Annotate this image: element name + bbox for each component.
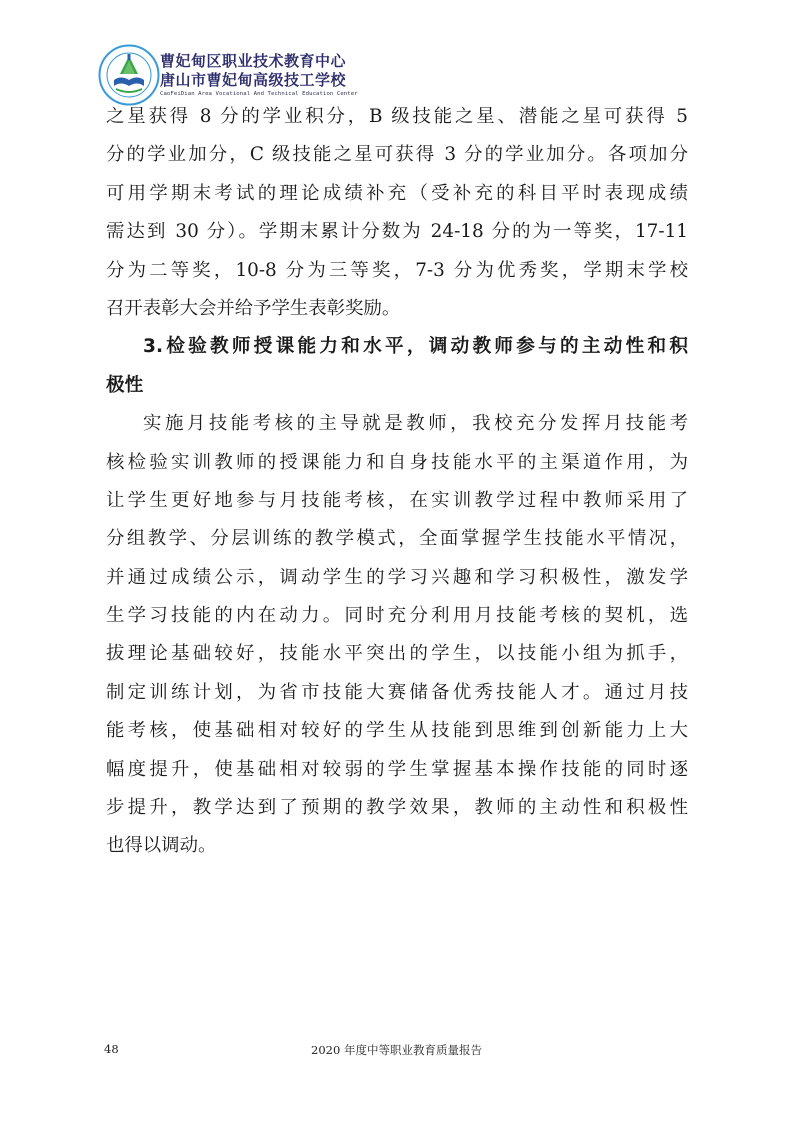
text-line: 召开表彰大会并给予学生表彰奖励。 [106, 297, 401, 319]
text-line: 实施月技能考核的主导就是教师，我校充分发挥月技能考 [143, 413, 688, 435]
paragraph-2 [106, 405, 688, 866]
text-line: 分的学业加分，C 级技能之星可获得 3 分的学业加分。各项加分 [106, 144, 688, 166]
text-line: 制定训练计划，为省市技能大赛储备优秀技能人才。通过月技 [106, 681, 688, 703]
text-line: 能考核，使基础相对较好的学生从技能到思维到创新能力上大 [106, 720, 688, 742]
text-line: 核检验实训教师的授课能力和自身技能水平的主渠道作用，为 [106, 451, 688, 473]
heading-line: 3.检验教师授课能力和水平，调动教师参与的主动性和积 [143, 336, 688, 358]
school-logo-icon [98, 44, 160, 106]
text-line: 幅度提升，使基础相对较弱的学生掌握基本操作技能的同时逐 [106, 758, 688, 780]
text-line: 需达到 30 分）。学期末累计分数为 24-18 分的为一等奖，17-11 [106, 221, 688, 243]
section-heading [106, 328, 688, 405]
school-name-cn-1: 曹妃甸区职业技术教育中心 [160, 52, 347, 70]
heading-line: 极性 [106, 374, 144, 396]
text-line: 可用学期末考试的理论成绩补充（受补充的科目平时表现成绩 [106, 182, 688, 204]
text-line: 生学习技能的内在动力。同时充分利用月技能考核的契机，选 [106, 605, 688, 627]
text-line: 也得以调动。 [106, 835, 217, 857]
text-line: 分组教学、分层训练的教学模式，全面掌握学生技能水平情况， [106, 528, 688, 550]
text-line: 之星获得 8 分的学业积分，B 级技能之星、潜能之星可获得 5 [106, 106, 688, 127]
paragraph-1 [106, 98, 688, 328]
text-line: 步提升，教学达到了预期的教学效果，教师的主动性和积极性 [106, 797, 688, 819]
school-name-en: CaoFeiDian Area Vocational And Technical Education Center [160, 91, 358, 97]
report-title: 2020 年度中等职业教育质量报告 [311, 1043, 482, 1057]
text-line: 拔理论基础较好，技能水平突出的学生，以技能小组为抓手， [106, 643, 688, 665]
school-name-cn-2: 唐山市曹妃甸高级技工学校 [160, 71, 347, 89]
text-line: 让学生更好地参与月技能考核，在实训教学过程中教师采用了 [106, 489, 688, 511]
text-line: 分为二等奖，10-8 分为三等奖，7-3 分为优秀奖，学期末学校 [106, 259, 688, 281]
page-footer [0, 1042, 793, 1060]
page-number: 48 [104, 1042, 119, 1056]
main-text [106, 98, 688, 866]
school-name-block [160, 52, 580, 99]
text-line: 并通过成绩公示，调动学生的学习兴趣和学习积极性，激发学 [106, 566, 688, 588]
